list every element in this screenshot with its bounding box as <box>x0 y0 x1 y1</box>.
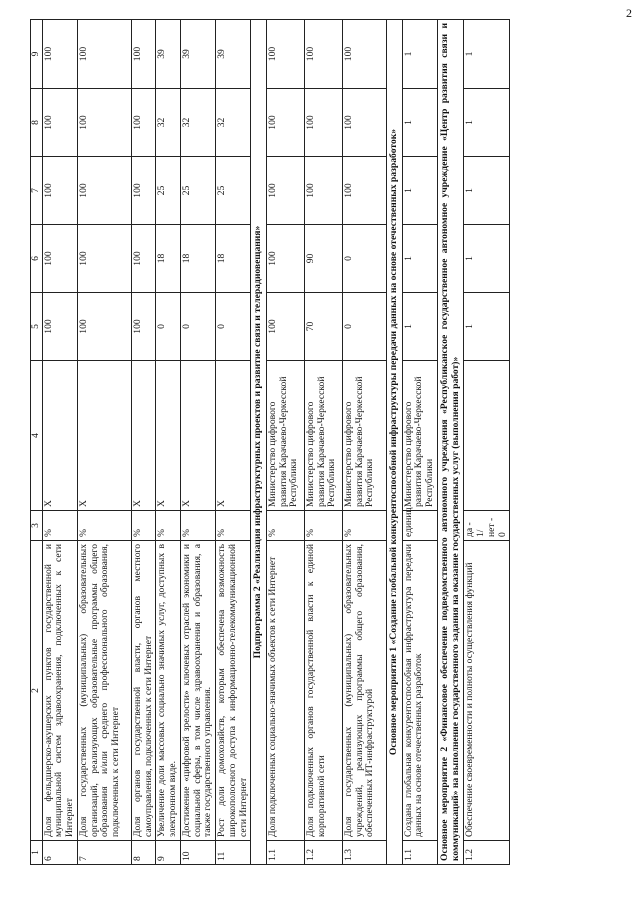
row-number: 1.2 <box>464 841 510 865</box>
unit-cell: % <box>156 511 180 541</box>
value-cell: 100 <box>305 157 343 225</box>
value-cell: 100 <box>267 20 305 89</box>
value-cell: 100 <box>131 157 155 225</box>
executor-cell: Министерство цифрового развития Карачаево-Черкесской Республики <box>343 361 387 511</box>
table-row <box>267 20 305 865</box>
unit-cell: % <box>131 511 155 541</box>
header-cell: 6 <box>31 225 43 293</box>
table-row <box>156 20 180 865</box>
value-cell: 90 <box>305 225 343 293</box>
header-cell: 9 <box>31 20 43 89</box>
value-cell: 100 <box>42 20 77 89</box>
value-cell: 1 <box>464 89 510 157</box>
value-cell: 1 <box>402 157 437 225</box>
indicator-name: Достижение «цифровой зрелости» ключевых отраслей экономики и социальной сферы, в том числе здравоохранения и образования, а также государственного управления. <box>180 541 215 841</box>
unit-cell: да - 1/ нет - 0 <box>464 511 510 541</box>
header-cell: 3 <box>31 511 43 541</box>
value-cell: 0 <box>343 293 387 361</box>
table-row <box>131 20 155 865</box>
value-cell: 100 <box>343 20 387 89</box>
table-row <box>464 20 510 865</box>
header-cell: 5 <box>31 293 43 361</box>
executor-cell: X <box>156 361 180 511</box>
section-row <box>387 20 403 865</box>
value-cell: 100 <box>42 157 77 225</box>
table-header-row <box>31 20 43 865</box>
value-cell: 18 <box>156 225 180 293</box>
row-number: 1.2 <box>305 841 343 865</box>
value-cell: 100 <box>42 89 77 157</box>
value-cell: 25 <box>216 157 251 225</box>
value-cell: 1 <box>402 293 437 361</box>
indicator-name: Рост доли домохозяйств, которым обеспечена возможность широкополосного доступа к информационно-телекоммуникационной сети Интернет <box>216 541 251 841</box>
value-cell: 39 <box>156 20 180 89</box>
value-cell: 100 <box>305 89 343 157</box>
table-row <box>77 20 131 865</box>
header-cell: 7 <box>31 157 43 225</box>
value-cell: 32 <box>156 89 180 157</box>
value-cell: 100 <box>131 293 155 361</box>
value-cell: 0 <box>216 293 251 361</box>
header-cell: 8 <box>31 89 43 157</box>
section-row <box>437 20 463 865</box>
value-cell: 100 <box>42 225 77 293</box>
value-cell: 100 <box>343 157 387 225</box>
executor-cell: Министерство цифрового развития Карачаево-Черкесской Республики <box>402 361 437 511</box>
table-body <box>42 20 510 865</box>
indicator-name: Обеспечение своевременности и полноты осуществления функций <box>464 541 510 841</box>
value-cell: 39 <box>180 20 215 89</box>
value-cell: 1 <box>464 225 510 293</box>
table-row <box>42 20 77 865</box>
executor-cell: X <box>42 361 77 511</box>
value-cell: 18 <box>216 225 251 293</box>
value-cell: 100 <box>267 89 305 157</box>
header-cell: 1 <box>31 841 43 865</box>
value-cell: 100 <box>77 225 131 293</box>
value-cell: 100 <box>267 157 305 225</box>
unit-cell: % <box>343 511 387 541</box>
executor-cell <box>464 361 510 511</box>
executor-cell: X <box>131 361 155 511</box>
unit-cell: % <box>305 511 343 541</box>
value-cell: 1 <box>464 293 510 361</box>
value-cell: 100 <box>267 293 305 361</box>
indicator-name: Доля органов государственной власти, органов местного самоуправления, подключенных к сети Интернет <box>131 541 155 841</box>
indicator-name: Доля подключенных органов государственной власти к единой корпоративной сети <box>305 541 343 841</box>
row-number: 11 <box>216 841 251 865</box>
page-number: 2 <box>626 6 632 20</box>
value-cell: 25 <box>156 157 180 225</box>
executor-cell: Министерство цифрового развития Карачаево-Черкесской Республики <box>267 361 305 511</box>
value-cell: 100 <box>343 89 387 157</box>
unit-cell: % <box>267 511 305 541</box>
value-cell: 18 <box>180 225 215 293</box>
unit-cell: % <box>216 511 251 541</box>
row-number: 1.1 <box>402 841 437 865</box>
row-number: 10 <box>180 841 215 865</box>
value-cell: 0 <box>180 293 215 361</box>
value-cell: 25 <box>180 157 215 225</box>
table-row <box>305 20 343 865</box>
value-cell: 0 <box>156 293 180 361</box>
value-cell: 1 <box>464 157 510 225</box>
value-cell: 32 <box>216 89 251 157</box>
header-cell: 2 <box>31 541 43 841</box>
unit-cell: единиц <box>402 511 437 541</box>
executor-cell: X <box>77 361 131 511</box>
section-heading: Основное мероприятие 1 «Создание глобальной конкурентоспособной инфраструктуры передачи данных на основе отечественных разработок» <box>387 20 403 865</box>
section-heading: Подпрограмма 2 «Реализация инфраструктурных проектов и развитие связи и телерадиовещания» <box>251 20 267 865</box>
header-cell: 4 <box>31 361 43 511</box>
indicator-name: Увеличение доли массовых социально значимых услуг, доступных в электронном виде. <box>156 541 180 841</box>
section-heading: Основное мероприятие 2 «Финансовое обеспечение подведомственного автономного учреждения «Республиканское государственное автономное учреждение «Центр развития связи и коммуникаций» на выполнение государственного задания на оказание государственных услуг (выполнения работ)» <box>437 20 463 865</box>
value-cell: 0 <box>343 225 387 293</box>
indicator-name: Доля государственных (муниципальных) образовательных организаций, реализующих образовательные программы общего образования и/или среднего профессионального образования, подключенных к сети Интернет <box>77 541 131 841</box>
indicator-name: Доля фельдшерско-акушерских пунктов государственной и муниципальной систем здравоохранения, подключенных к сети Интернет <box>42 541 77 841</box>
value-cell: 32 <box>180 89 215 157</box>
value-cell: 100 <box>305 20 343 89</box>
table-row <box>180 20 215 865</box>
value-cell: 100 <box>131 20 155 89</box>
value-cell: 1 <box>402 20 437 89</box>
value-cell: 100 <box>77 89 131 157</box>
value-cell: 1 <box>402 225 437 293</box>
indicator-name: Доля подключенных социально-значимых объектов к сети Интернет <box>267 541 305 841</box>
value-cell: 100 <box>77 157 131 225</box>
table-row <box>402 20 437 865</box>
executor-cell: X <box>180 361 215 511</box>
value-cell: 100 <box>42 293 77 361</box>
section-row <box>251 20 267 865</box>
executor-cell: Министерство цифрового развития Карачаево-Черкесской Республики <box>305 361 343 511</box>
row-number: 7 <box>77 841 131 865</box>
indicators-table <box>30 19 510 865</box>
indicator-name: Создана глобальная конкурентоспособная инфраструктура передачи данных на основе отечественных разработок <box>402 541 437 841</box>
row-number: 6 <box>42 841 77 865</box>
value-cell: 1 <box>464 20 510 89</box>
value-cell: 100 <box>131 225 155 293</box>
row-number: 1.3 <box>343 841 387 865</box>
row-number: 9 <box>156 841 180 865</box>
value-cell: 1 <box>402 89 437 157</box>
row-number: 8 <box>131 841 155 865</box>
value-cell: 70 <box>305 293 343 361</box>
table-row <box>343 20 387 865</box>
value-cell: 100 <box>77 20 131 89</box>
unit-cell: % <box>77 511 131 541</box>
value-cell: 100 <box>77 293 131 361</box>
table-row <box>216 20 251 865</box>
unit-cell: % <box>180 511 215 541</box>
row-number: 1.1 <box>267 841 305 865</box>
unit-cell: % <box>42 511 77 541</box>
value-cell: 100 <box>131 89 155 157</box>
indicator-name: Доля государственных (муниципальных) образовательных учреждений, реализующих программы общего образования, обеспеченных ИТ-инфраструктурой <box>343 541 387 841</box>
value-cell: 100 <box>267 225 305 293</box>
value-cell: 39 <box>216 20 251 89</box>
executor-cell: X <box>216 361 251 511</box>
